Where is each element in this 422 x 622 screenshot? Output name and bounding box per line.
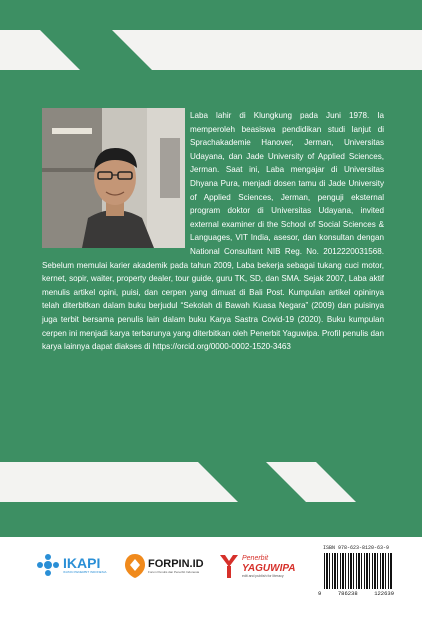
yaguwipa-label: Penerbit [242,554,269,562]
ikapi-subtitle: IKATAN PENERBIT INDONESIA [63,570,107,574]
forpin-name: FORPIN.ID [148,558,204,570]
yaguwipa-logo [218,553,296,579]
barcode-digits [318,590,394,597]
top-diagonal-band [0,30,422,70]
ikapi-emblem-icon [36,553,60,577]
forpin-logo [124,553,204,579]
barcode-bars [324,553,392,589]
ikapi-logo [36,553,107,577]
author-bio [42,109,384,354]
barcode-digit-first: 9 [318,590,322,597]
forpin-emblem-icon [124,553,146,579]
isbn-number: ISBN 978-623-8120-63-9 [322,545,389,551]
bio-paragraph: Laba lahir di Klungkung pada Juni 1978. Ia memperoleh beasiswa pendidikan studi lanjut di Sprachakademie Hanover, Jerman, Universitas Udayana, dan Jade University of Applied Sciences, Jerman. Saat ini, Laba mengajar di Universitas Dhyana Pura, menjadi dosen tamu di Jade University of Applied Sciences, Jerman, penguji eksternal program doktor di Universitas Udayana, invited external examiner di the School of Social Sciences & Languages, VIT India, asesor, dan konsultan dengan National Consultant NIB Reg. No. 2012220031568. Sebelum memulai karier akademik pada tahun 2009, Laba bekerja sebagai tukang cuci motor, kernet, sopir, waiter, property dealer, tour guide, guru TK, SD, dan SMA. Sejak 2007, Laba aktif menulis artikel opini, puisi, dan cerpen yang dimuat di Bali Post. Kumpulan artikel opininya telah diterbitkan dalam buku berjudul “Sekolah di Bawah Kuasa Negara” (2009) dan puisinya juga terbit bersama penulis lain dalam buku Karya Sastra Covid-19 (2020). Buku kumpulan cerpen ini menjadi karya terbarunya yang diterbitkan oleh Penerbit Yaguwipa. Profil penulis dan karya lainnya dapat diakses di https://orcid.org/0000-0002-1520-3463 [42,111,384,352]
barcode-digits-right: 122639 [374,590,394,597]
yaguwipa-name: YAGUWIPA [242,562,296,574]
ikapi-name: IKAPI [63,555,101,571]
publisher-footer [0,537,422,622]
isbn-barcode [316,545,396,605]
yaguwipa-subtitle: edit and publish for literacy [242,573,284,578]
forpin-subtitle: Forum Penulis dan Penerbit Indonesia [148,570,200,574]
bottom-diagonal-band [0,462,422,502]
yaguwipa-emblem-icon [218,553,240,579]
barcode-digits-left: 786238 [337,590,358,597]
